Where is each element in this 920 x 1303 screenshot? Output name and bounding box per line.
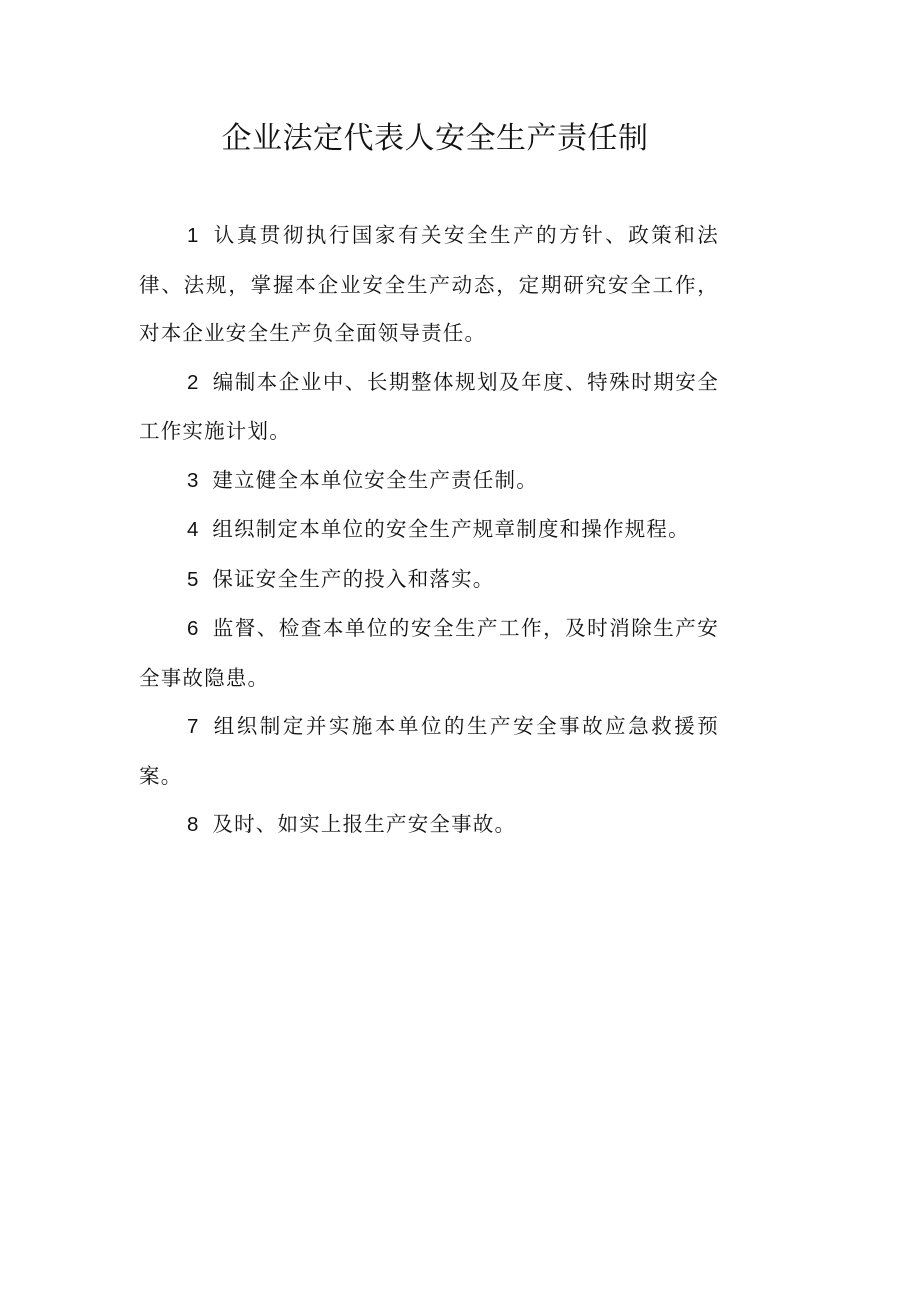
clause-text: 及时、如实上报生产安全事故。 (212, 812, 517, 836)
clause-text: 保证安全生产的投入和落实。 (212, 566, 495, 591)
clause-item (139, 702, 719, 800)
clause-item (139, 604, 719, 702)
clause-text: 认真贯彻执行国家有关安全生产的方针、政策和法律、法规，掌握本企业安全生产动态，定期研究安全工作，对本企业安全生产负全面领导责任。 (139, 223, 719, 345)
clause-number: 7 . (187, 715, 212, 738)
clause-text: 组织制定并实施本单位的生产安全事故应急救援预案。 (139, 714, 719, 788)
clause-number: 5 . (187, 568, 212, 591)
clause-number: 3 . (187, 469, 212, 492)
clause-number: 1 . (187, 224, 212, 247)
clause-text: 编制本企业中、长期整体规划及年度、特殊时期安全工作实施计划。 (139, 369, 719, 443)
clause-text: 组织制定本单位的安全生产规章制度和操作规程。 (212, 517, 690, 541)
clause-item (139, 505, 719, 555)
clause-number: 6 . (187, 617, 212, 640)
clause-number: 8 . (187, 813, 212, 836)
clause-item (139, 358, 719, 456)
clause-item (139, 456, 719, 506)
clause-item (139, 555, 719, 605)
clause-item (139, 800, 719, 850)
clause-number: 2 . (187, 371, 212, 394)
clause-text: 建立健全本单位安全生产责任制。 (212, 467, 538, 492)
clause-item (139, 211, 719, 358)
clause-number: 4 . (187, 518, 212, 541)
document-title: 企业法定代表人安全生产责任制 (221, 121, 649, 156)
clause-list (139, 211, 719, 850)
clause-text: 监督、检查本单位的安全生产工作，及时消除生产安全事故隐患。 (139, 616, 719, 690)
